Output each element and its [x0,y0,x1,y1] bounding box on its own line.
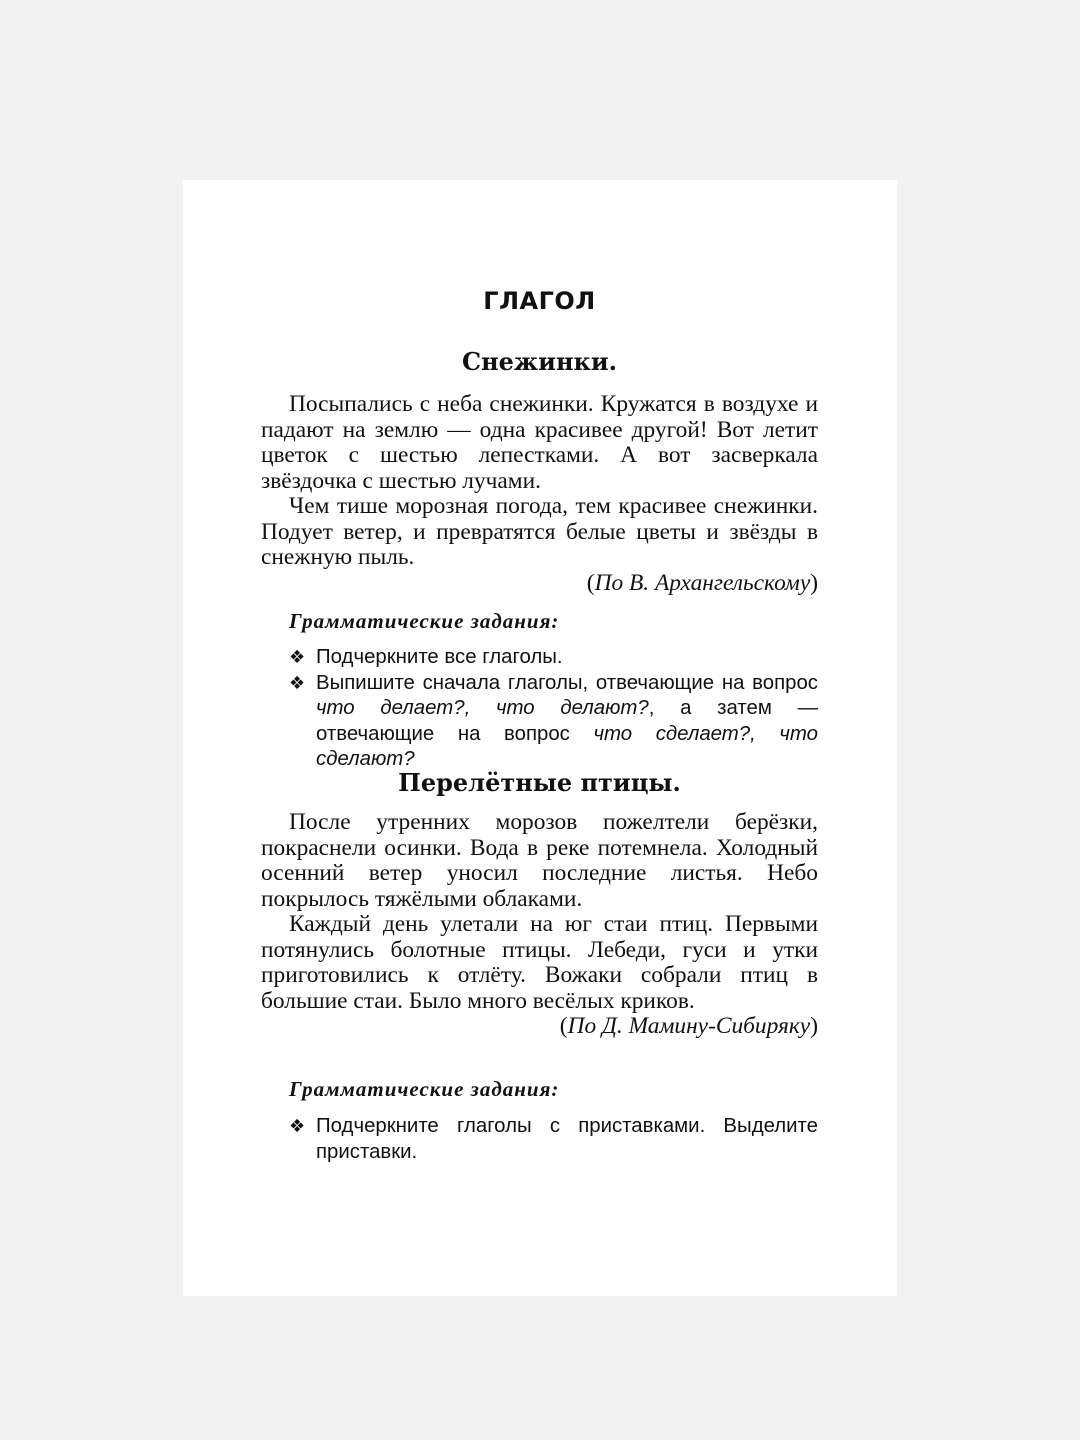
author-name: По В. Архангельскому [594,569,811,596]
story-paragraph: После утренних морозов пожелтели берёзки, покраснели осинки. Вода в реке потемнела. Холодный осенний ветер уносил последние листья. Небо покрылось тяжёлыми облаками. [261,809,818,912]
story-title: Снежинки. [461,347,618,376]
diamond-bullet-icon: ❖ [289,647,306,668]
task-text: Подчеркните глаголы с приставками. Выделите приставки. [316,1115,818,1163]
story-text [261,392,818,596]
task-text: Подчеркните все глаголы. [316,646,563,668]
chapter-title: ГЛАГОЛ [483,287,596,315]
task-list [289,1114,818,1165]
diamond-bullet-icon: ❖ [289,1116,306,1137]
author-attribution: (По В. Архангельскому) [586,569,818,596]
story-text [261,810,818,1040]
author-name: По Д. Мамину-Сибиряку [567,1013,811,1039]
task-item [289,645,818,671]
task-item [289,671,818,773]
story-paragraph: Чем тише морозная погода, тем красивее снежинки. Подует ветер, и превратятся белые цветы и звёзды в снежную пыль. [261,493,818,570]
story-paragraph: Каждый день улетали на юг стаи птиц. Первыми потянулись болотные птицы. Лебеди, гуси и утки приготовились к отлёту. Вожаки собрали птиц в большие стаи. Было много весёлых криков. [261,911,818,1014]
task-question-italic: что делает?, что делают? [316,697,649,719]
task-text: , а затем — отвечающие на вопрос [316,697,818,745]
task-list [289,645,818,773]
tasks-heading: Грамматические задания: [289,609,560,633]
diamond-bullet-icon: ❖ [289,672,306,694]
story-title: Перелётные птицы. [398,768,681,797]
book-page [183,180,897,1296]
task-question-italic: что сделает?, что сделают? [316,722,818,770]
author-attribution: (По Д. Мамину-Сибиряку) [559,1013,818,1039]
task-text: Выпишите сначала глаголы, отвечающие на вопрос [316,671,818,694]
task-item [289,1114,818,1165]
tasks-heading: Грамматические задания: [289,1077,560,1101]
story-paragraph: Посыпались с неба снежинки. Кружатся в воздухе и падают на землю — одна красивее другой! Вот летит цветок с шестью лепестками. А вот засверкала звёздочка с шестью лучами. [261,391,818,494]
